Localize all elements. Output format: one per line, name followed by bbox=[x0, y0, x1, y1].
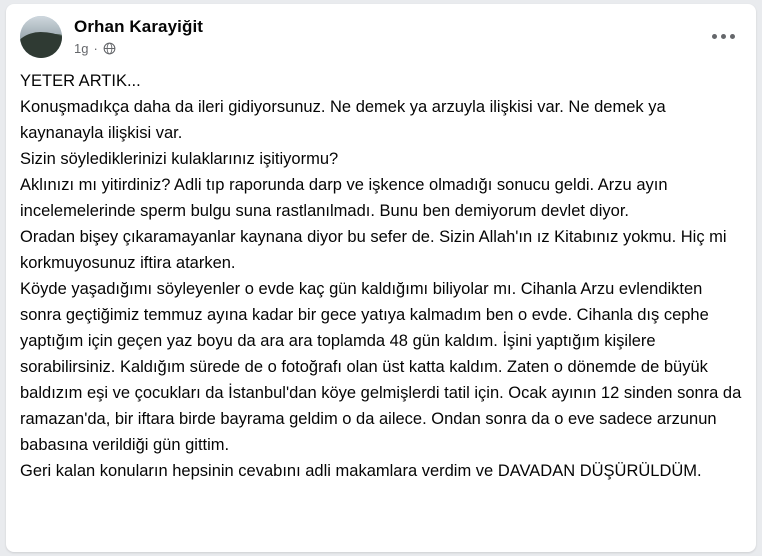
post-header-text bbox=[74, 16, 203, 56]
post-card bbox=[6, 4, 756, 552]
post-paragraph: YETER ARTIK... bbox=[20, 72, 141, 90]
post-paragraph: Geri kalan konuların hepsinin cevabını adli makamlara verdim ve DAVADAN DÜŞÜRÜLDÜM. bbox=[20, 462, 702, 480]
post-paragraph: Köyde yaşadığımı söyleyenler o evde kaç gün kaldığımı biliyolar mı. Cihanla Arzu evlendikten sonra geçtiğimiz temmuz ayına kadar bir gece yatıya kalmadım ben o evde. Cihanla dış cephe yaptığım için geçen yaz boyu da ara ara toplamda 48 gün kaldım. İşini yaptığım kişilere sorabilirsiniz. Kaldığım sürede de o fotoğrafı olan üst katta kaldım. Zaten o dönemde de büyük baldızım eşi ve çocukları da İstanbul'dan köye gelmişlerdi tatil için. Ocak ayının 12 sinden sonra da ramazan'da, bir iftara birde bayrama geldim o da ailece. Ondan sonra da o eve sadece arzunun babasına verildiği gün gittim. bbox=[20, 280, 742, 454]
post-time[interactable]: 1g bbox=[74, 41, 89, 56]
more-dot bbox=[730, 34, 735, 39]
meta-separator: · bbox=[93, 41, 98, 56]
more-dot bbox=[721, 34, 726, 39]
avatar-hill-front bbox=[20, 32, 62, 58]
more-dot bbox=[712, 34, 717, 39]
post-paragraph: Aklınızı mı yitirdiniz? Adli tıp raporunda darp ve işkence olmadığı sonucu geldi. Arzu ayın incelemelerinde sperm bulgu suna rastlanılmadı. Bunu ben demiyorum devlet diyor. bbox=[20, 176, 668, 220]
post-meta bbox=[74, 41, 203, 56]
post-paragraph: Oradan bişey çıkaramayanlar kaynana diyor bu sefer de. Sizin Allah'ın ız Kitabınız yokmu. Hiç mi korkmuyosunuz iftira atarken. bbox=[20, 228, 727, 272]
avatar[interactable] bbox=[20, 16, 62, 58]
post-paragraph: Sizin söylediklerinizi kulaklarınız işitiyormu? bbox=[20, 150, 339, 168]
post-header bbox=[6, 4, 756, 62]
post-paragraph: Konuşmadıkça daha da ileri gidiyorsunuz. Ne demek ya arzuyla ilişkisi var. Ne demek ya kaynanayla ilişkisi var. bbox=[20, 98, 666, 142]
more-options-icon[interactable] bbox=[706, 26, 740, 46]
post-body bbox=[6, 62, 756, 494]
author-name[interactable]: Orhan Karayiğit bbox=[74, 17, 204, 36]
globe-icon[interactable] bbox=[103, 42, 116, 55]
